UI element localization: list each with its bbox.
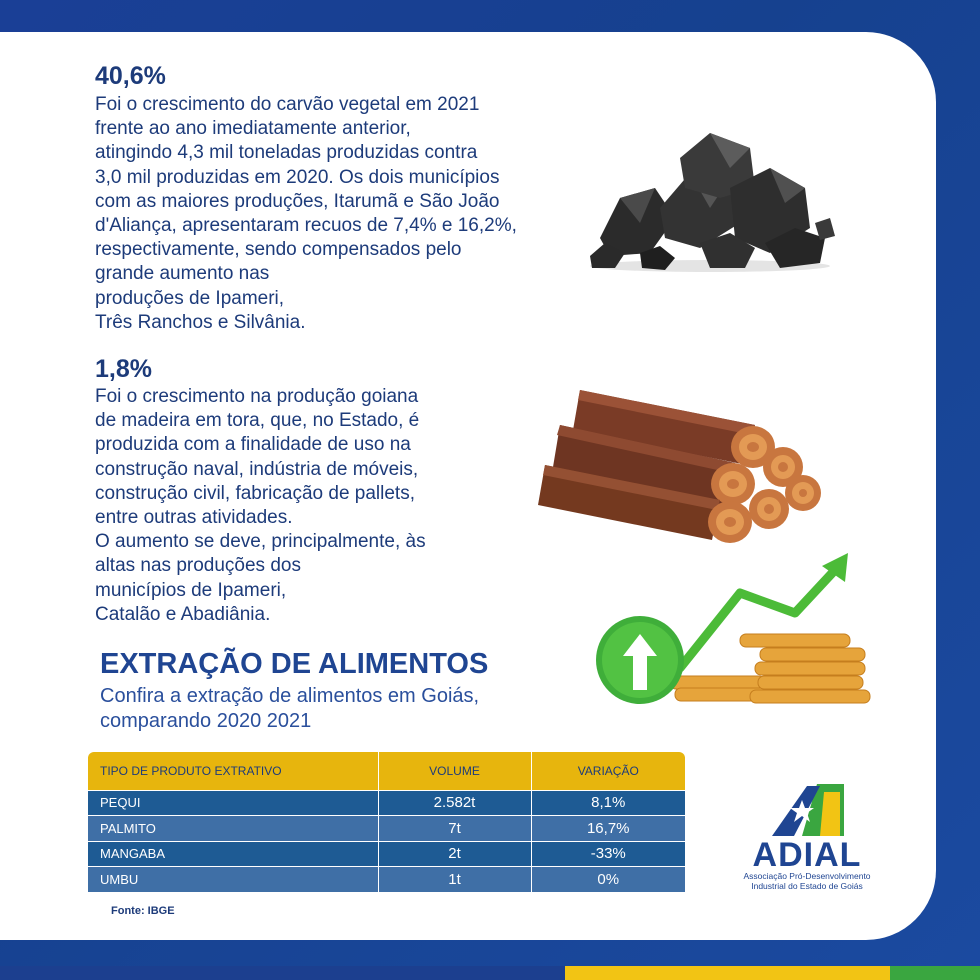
column-header-volume: VOLUME [378, 752, 531, 790]
table-row [88, 816, 685, 842]
charcoal-icon [580, 128, 840, 273]
variation-cell: 8,1% [531, 790, 685, 816]
volume-cell: 2.582t [378, 790, 531, 816]
section-subtitle: Confira a extração de alimentos em Goiás, comparando 2020 2021 [100, 685, 480, 732]
volume-cell: 7t [378, 816, 531, 842]
table-row [88, 841, 685, 867]
adial-emblem-icon [772, 784, 844, 839]
wood-growth-text: Foi o crescimento na produção goiana de madeira em tora, que, no Estado, é produzida com a finalidade de uso na construção naval, indústria de móveis, construção civil, fabricação de pallets, entre outras atividades. O aumento se deve, principalmente, às altas nas produções dos municípios de Ipameri, Catalão e Abadiânia. [95, 386, 426, 625]
bottom-color-stripe [0, 966, 980, 980]
charcoal-growth-value: 40,6% [95, 62, 166, 90]
variation-cell: 0% [531, 867, 685, 893]
wood-growth-value: 1,8% [95, 355, 152, 383]
logo-subtitle: Associação Pró-Desenvolvimento Industrial do Estado de Goiás [743, 871, 871, 891]
variation-cell: 16,7% [531, 816, 685, 842]
product-cell: MANGABA [88, 841, 378, 867]
product-cell: PALMITO [88, 816, 378, 842]
wood-logs-icon [535, 385, 825, 545]
product-cell: UMBU [88, 867, 378, 893]
column-header-variation: VARIAÇÃO [531, 752, 685, 790]
product-cell: PEQUI [88, 790, 378, 816]
section-title: EXTRAÇÃO DE ALIMENTOS [100, 648, 489, 680]
volume-cell: 2t [378, 841, 531, 867]
volume-cell: 1t [378, 867, 531, 893]
extraction-table [88, 752, 685, 892]
source-note: Fonte: IBGE [111, 905, 175, 917]
logo-name: ADIAL [752, 836, 862, 874]
adial-logo [742, 784, 882, 894]
growth-arrow-coins-icon [590, 548, 880, 713]
table-row [88, 790, 685, 816]
charcoal-growth-text: Foi o crescimento do carvão vegetal em 2021 frente ao ano imediatamente anterior, atingindo 4,3 mil toneladas produzidas contra 3,0 mil produzidas em 2020. Os dois municípios com as maiores produções, Itarumã e São João d'Aliança, apresentaram recuos de 7,4% e 16,2%, respectivamente, sendo compensados pelo grande aumento nas produções de Ipameri, Três Ranchos e Silvânia. [95, 94, 517, 333]
table-row [88, 867, 685, 893]
variation-cell: -33% [531, 841, 685, 867]
column-header-product: TIPO DE PRODUTO EXTRATIVO [88, 752, 378, 790]
table-header-row [88, 752, 685, 790]
